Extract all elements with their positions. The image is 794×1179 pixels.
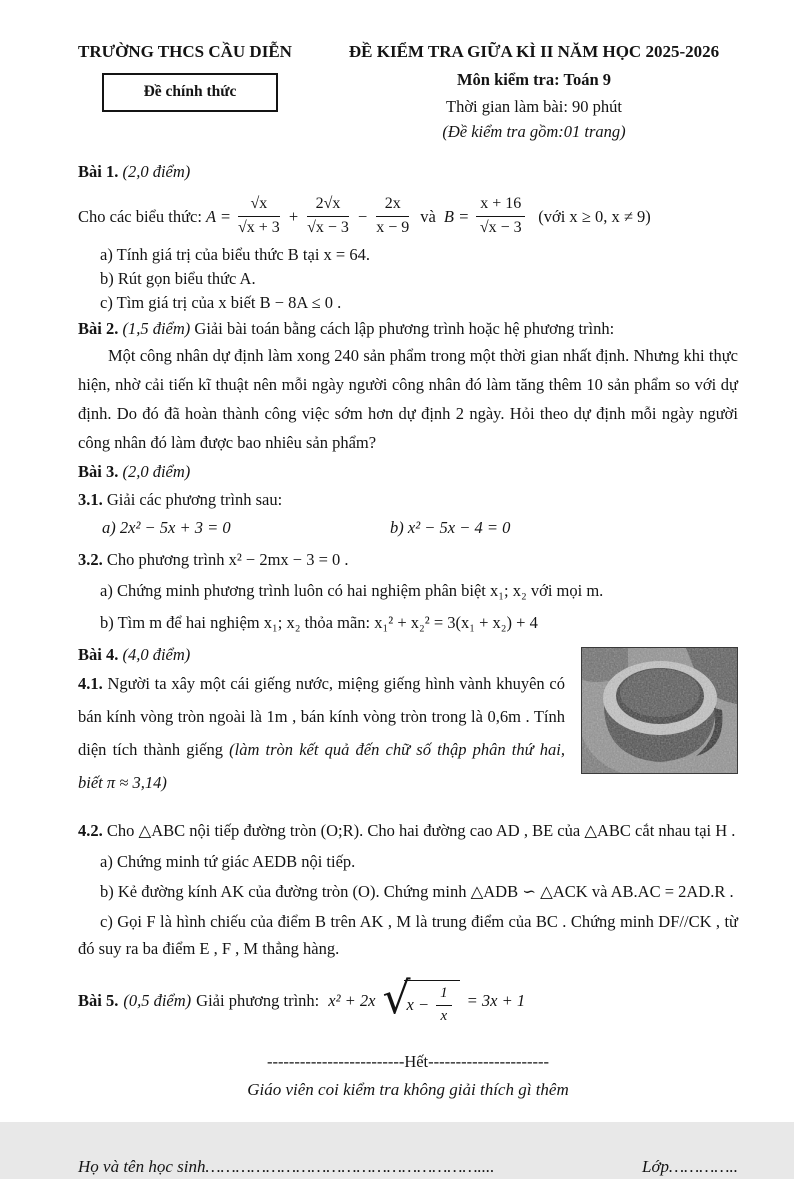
formula-A-lhs: A = (205, 206, 231, 226)
bai1-formula (78, 194, 738, 239)
bai3-heading (78, 460, 738, 484)
bai2-intro: Giải bài toán bằng cách lập phương trình hoặc hệ phương trình: (194, 318, 615, 338)
exam-duration: Thời gian làm bài: 90 phút (446, 96, 622, 116)
s42-label: 4.2. (78, 821, 103, 841)
bai4-s42-paragraph (78, 815, 738, 847)
bai5-label: Bài 5. (78, 991, 119, 1011)
bai5-points: (0,5 điểm) (123, 991, 192, 1011)
denominator: √x − 3 (307, 219, 349, 237)
bai1-label: Bài 1. (78, 162, 119, 182)
bai1-points: (2,0 điểm) (122, 162, 191, 182)
radicand (404, 980, 460, 1026)
class-line: Lớp………….. (642, 1156, 738, 1176)
school-name: TRƯỜNG THCS CẦU DIỄN (78, 42, 292, 61)
bai4-points: (4,0 điểm) (122, 645, 191, 665)
s42-item-a: a) Chứng minh tứ giác AEDB nội tiếp. (100, 852, 356, 872)
bai2-points: (1,5 điểm) (122, 318, 191, 338)
bai1-item-b: b) Rút gọn biểu thức A. (100, 268, 256, 288)
bai3-label: Bài 3. (78, 461, 119, 481)
header-left (78, 40, 330, 144)
numerator: 1 (436, 984, 452, 1006)
fraction-1 (238, 194, 280, 239)
signature-row (78, 1155, 738, 1179)
section-bai5 (78, 973, 738, 1025)
s41-text: Người ta xây một cái giếng nước, miệng giếng hình vành khuyên có bán kính vòng tròn ngoài là 1m , bán kính vòng tròn trong là 0,6m . Tính diện tích thành giếng (78, 674, 565, 760)
header-right (330, 40, 738, 144)
section-bai1 (78, 160, 738, 314)
section-bai2 (78, 317, 738, 457)
exam-header (78, 40, 738, 144)
numerator: √x (238, 194, 280, 217)
radicand-pre: x − (406, 995, 430, 1015)
official-exam-box (102, 73, 278, 112)
numerator: 2x (376, 194, 409, 217)
s42-item-b: b) Kẻ đường kính AK của đường tròn (O). Chứng minh △ADB ∽ △ACK và AB.AC = 2AD.R . (100, 882, 734, 902)
denominator: √x − 3 (479, 219, 522, 237)
s31-text: Giải các phương trình sau: (106, 489, 283, 509)
het-divider: -------------------------Hết---------------------- (266, 1052, 550, 1072)
s31-equations (78, 516, 738, 540)
fraction-5 (436, 984, 452, 1026)
s32-text: Cho phương trình x² − 2mx − 3 = 0 . (106, 549, 349, 569)
equation-b: b) x² − 5x − 4 = 0 (390, 517, 511, 537)
bai4-label: Bài 4. (78, 645, 119, 665)
well-photo (581, 647, 738, 774)
bai3-points: (2,0 điểm) (122, 461, 191, 481)
numerator: 2√x (307, 194, 349, 217)
s32-item-b: b) Tìm m để hai nghiệm x₁; x₂ thỏa mãn: x₁² + x₂² = 3(x₁ + x₂) + 4 (100, 613, 538, 633)
section-bai4 (78, 643, 738, 962)
denominator: √x + 3 (238, 219, 280, 237)
bai2-label: Bài 2. (78, 318, 119, 338)
bai5-lhs: x² + 2x (328, 991, 376, 1011)
fraction-4 (476, 194, 525, 239)
s42-text: Cho △ABC nội tiếp đường tròn (O;R). Cho hai đường cao AD , BE của △ABC cắt nhau tại H . (106, 821, 736, 841)
denominator: x − 9 (376, 219, 410, 237)
section-bai3 (78, 460, 738, 636)
official-exam-label: Đề chính thức (143, 82, 237, 100)
bai1-item-a: a) Tính giá trị của biểu thức B tại x = 64. (100, 244, 370, 264)
s42-item-c: c) Gọi F là hình chiếu của điểm B trên AK , M là trung điểm của BC . Chứng minh DF//CK , từ đó suy ra ba điểm E , F , M thẳng hàng. (78, 911, 738, 958)
proctor-note: Giáo viên coi kiểm tra không giải thích gì thêm (247, 1080, 569, 1100)
conjunction-va: và (420, 206, 436, 226)
s41-note: (làm tròn kết quả đến chữ số thập phân thứ hai, biết π ≈ 3,14) (78, 740, 565, 793)
bai3-s31-heading (78, 488, 738, 512)
exam-title: ĐỀ KIỂM TRA GIỮA KÌ II NĂM HỌC 2025-2026 (348, 42, 720, 61)
minus-operator: − (357, 206, 368, 226)
bai1-condition: (với x ≥ 0, x ≠ 9) (538, 206, 651, 226)
numerator: x + 16 (476, 194, 525, 217)
s32-label: 3.2. (78, 549, 103, 569)
s31-label: 3.1. (78, 489, 103, 509)
bai1-item-c: c) Tìm giá trị của x biết B − 8A ≤ 0 . (100, 292, 342, 312)
bai5-text: Giải phương trình: (196, 991, 320, 1011)
bai5-radical (382, 973, 459, 1025)
bai1-intro: Cho các biểu thức: (78, 206, 202, 226)
bai3-s32-heading (78, 548, 738, 572)
student-name-line: Họ và tên học sinh……………………………………………….... (78, 1156, 495, 1176)
s32-item-a: a) Chứng minh phương trình luôn có hai nghiệm phân biệt x₁; x₂ với mọi m. (100, 581, 604, 601)
plus-operator: + (288, 206, 299, 226)
bai2-body: Một công nhân dự định làm xong 240 sản phẩm trong một thời gian nhất định. Nhưng khi thực hiện, nhờ cải tiến kĩ thuật nên mỗi ngày người công nhân đó làm tăng thêm 10 sản phẩm so với dự định. Do đó đã hoàn thành công việc sớm hơn dự định 2 ngày. Hỏi theo dự định mỗi ngày người công nhân đó làm được bao nhiêu sản phẩm? (78, 345, 738, 452)
exam-pages-note: (Đề kiểm tra gồm:01 trang) (442, 122, 626, 142)
bai1-heading (78, 160, 738, 184)
denominator: x (440, 1007, 448, 1024)
equation-a: a) 2x² − 5x + 3 = 0 (102, 517, 231, 537)
exam-subject: Môn kiểm tra: Toán 9 (456, 69, 611, 89)
fraction-2 (307, 194, 349, 239)
radical-icon: √ (382, 973, 411, 1025)
s41-label: 4.1. (78, 674, 103, 694)
bai5-rhs: = 3x + 1 (466, 991, 526, 1011)
formula-B-lhs: B = (443, 206, 470, 226)
bai2-heading (78, 317, 738, 341)
fraction-3 (376, 194, 409, 239)
well-photo-illustration (582, 648, 737, 773)
